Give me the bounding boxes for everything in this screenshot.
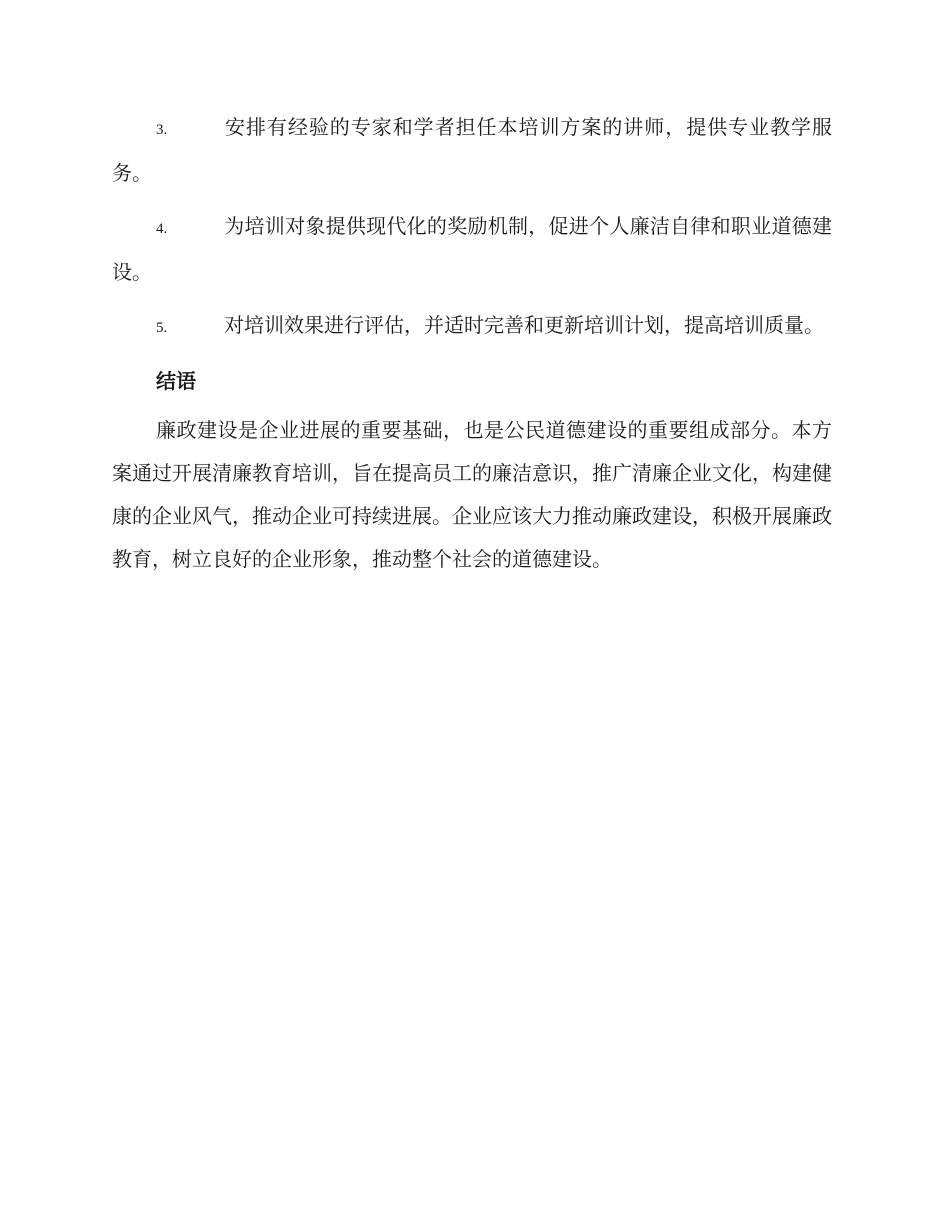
list-item — [112, 304, 832, 350]
document-page — [112, 106, 832, 581]
item-number: 5. — [156, 320, 168, 336]
list-item — [112, 106, 832, 195]
list-item — [112, 205, 832, 294]
section-heading: 结语 — [156, 369, 196, 393]
item-text: 安排有经验的专家和学者担任本培训方案的讲师，提供专业教学服务。 — [112, 115, 832, 185]
item-text: 对培训效果进行评估，并适时完善和更新培训计划，提高培训质量。 — [224, 313, 824, 337]
item-number: 3. — [156, 122, 168, 138]
item-text: 为培训对象提供现代化的奖励机制，促进个人廉洁自律和职业道德建设。 — [112, 214, 832, 284]
item-number: 4. — [156, 221, 168, 237]
conclusion-paragraph: 廉政建设是企业进展的重要基础，也是公民道德建设的重要组成部分。本方案通过开展清廉教育培训，旨在提高员工的廉洁意识，推广清廉企业文化，构建健康的企业风气，推动企业可持续进展。企业应该大力推动廉政建设，积极开展廉政教育，树立良好的企业形象，推动整个社会的道德建设。 — [112, 418, 832, 571]
